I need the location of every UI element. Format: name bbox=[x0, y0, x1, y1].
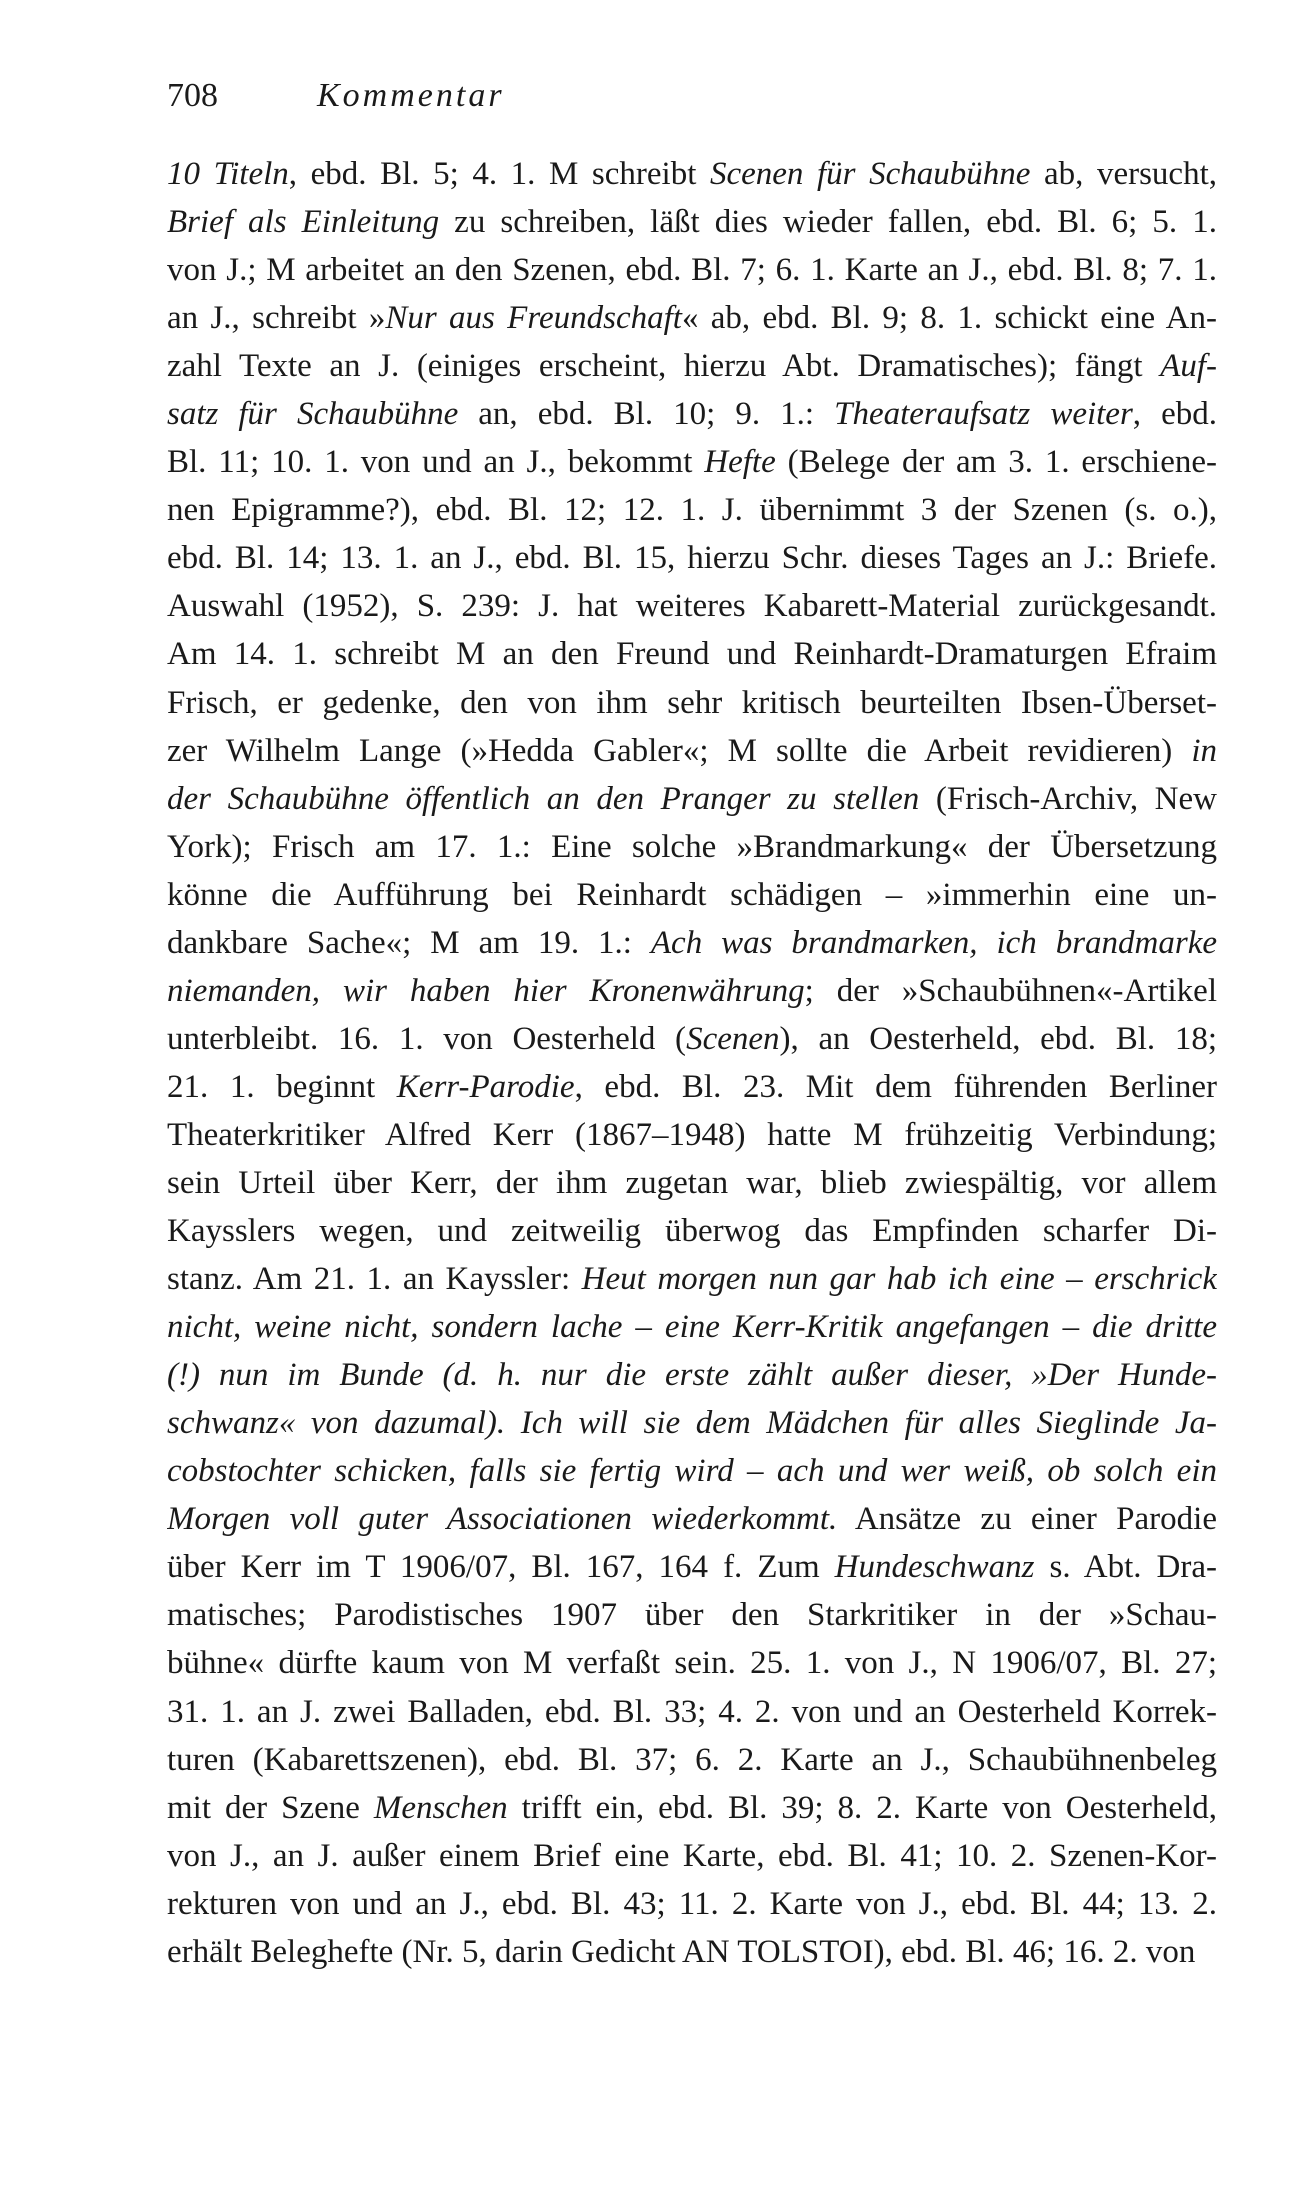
italic-run: Scenen für Schaubühne bbox=[709, 156, 1031, 192]
text-run: mit der Szene bbox=[167, 1789, 374, 1826]
text-line bbox=[167, 1351, 1217, 1399]
text-line bbox=[167, 1880, 1217, 1928]
italic-run: nicht, weine nicht, sondern lache – eine Kerr-Kritik angefangen – die dritte bbox=[167, 1309, 1217, 1346]
italic-run: Kerr-Parodie bbox=[396, 1068, 575, 1105]
italic-run: niemanden, wir haben hier Kronenwährung bbox=[167, 972, 805, 1009]
text-run: über Kerr im T 1906/07, Bl. 167, 164 f. Zum bbox=[167, 1549, 835, 1586]
text-line bbox=[167, 1159, 1217, 1207]
text-line bbox=[167, 1063, 1217, 1111]
text-line bbox=[167, 1303, 1217, 1351]
text-run: erhält Beleghefte (Nr. 5, darin Gedicht AN TOLSTOI), ebd. Bl. 46; 16. 2. von bbox=[167, 1933, 1196, 1970]
text-line bbox=[167, 630, 1217, 678]
text-run: an, ebd. Bl. 10; 9. 1.: bbox=[458, 396, 835, 433]
text-run: 31. 1. an J. zwei Balladen, ebd. Bl. 33; 4. 2. von und an Oesterheld Korrek- bbox=[167, 1693, 1217, 1730]
text-run: ), an Oesterheld, ebd. Bl. 18; bbox=[779, 1020, 1217, 1057]
text-run: könne die Aufführung bei Reinhardt schädigen – »immerhin eine un- bbox=[167, 876, 1217, 913]
text-run: (Frisch-Archiv, New bbox=[919, 780, 1217, 817]
text-run: von J.; M arbeitet an den Szenen, ebd. Bl. 7; 6. 1. Karte an J., ebd. Bl. 8; 7. 1. bbox=[167, 252, 1217, 289]
text-run: (Belege der am 3. 1. erschiene- bbox=[775, 444, 1217, 481]
italic-run: (!) nun im Bunde (d. h. nur die erste zählt außer dieser, »Der Hunde- bbox=[167, 1357, 1217, 1394]
text-line bbox=[167, 1928, 1217, 1976]
text-run: , ebd. bbox=[1132, 396, 1217, 433]
text-run: « ab, ebd. Bl. 9; 8. 1. schickt eine An- bbox=[681, 300, 1217, 337]
italic-run: Hundeschwanz bbox=[834, 1549, 1035, 1586]
italic-run: Ach was brandmarken, ich brandmarke bbox=[650, 924, 1217, 961]
text-run: bühne« dürfte kaum von M verfaßt sein. 25. 1. von J., N 1906/07, Bl. 27; bbox=[167, 1645, 1217, 1682]
text-line bbox=[167, 150, 1217, 198]
text-run: stanz. Am 21. 1. an Kayssler: bbox=[167, 1261, 582, 1298]
italic-run: Nur aus Freundschaft bbox=[385, 300, 682, 337]
text-run: zer Wilhelm Lange (»Hedda Gabler«; M sollte die Arbeit revidieren) bbox=[167, 732, 1192, 769]
text-run: , ebd. Bl. 23. Mit dem führenden Berliner bbox=[574, 1068, 1217, 1105]
text-run: sein Urteil über Kerr, der ihm zugetan war, blieb zwiespältig, vor allem bbox=[167, 1164, 1217, 1201]
text-line bbox=[167, 1399, 1217, 1447]
italic-run: Auf- bbox=[1160, 348, 1217, 385]
text-run: Theaterkritiker Alfred Kerr (1867–1948) hatte M frühzeitig Verbindung; bbox=[167, 1116, 1217, 1153]
text-run: Auswahl (1952), S. 239: J. hat weiteres Kabarett-Material zurückgesandt. bbox=[167, 588, 1217, 625]
commentary-body bbox=[167, 150, 1217, 1976]
text-line bbox=[167, 823, 1217, 871]
text-line bbox=[167, 582, 1217, 630]
text-line bbox=[167, 1832, 1217, 1880]
text-run: an J., schreibt » bbox=[167, 300, 386, 337]
text-run: ebd. Bl. 14; 13. 1. an J., ebd. Bl. 15, hierzu Schr. dieses Tages an J.: Briefe. bbox=[167, 540, 1217, 577]
text-line bbox=[167, 1688, 1217, 1736]
italic-run: schwanz« von dazumal). Ich will sie dem Mädchen für alles Sieglinde Ja- bbox=[167, 1405, 1217, 1442]
text-line bbox=[167, 246, 1217, 294]
text-run: Kaysslers wegen, und zeitweilig überwog das Empfinden scharfer Di- bbox=[167, 1213, 1217, 1250]
text-run: Am 14. 1. schreibt M an den Freund und Reinhardt-Dramaturgen Efraim bbox=[167, 636, 1217, 673]
text-line bbox=[167, 1591, 1217, 1639]
text-run: trifft ein, ebd. Bl. 39; 8. 2. Karte von Oesterheld, bbox=[507, 1789, 1217, 1826]
text-line bbox=[167, 967, 1217, 1015]
text-line bbox=[167, 1543, 1217, 1591]
text-run: , ebd. Bl. 5; 4. 1. M schreibt bbox=[288, 156, 710, 192]
text-line bbox=[167, 486, 1217, 534]
text-run: turen (Kabarettszenen), ebd. Bl. 37; 6. 2. Karte an J., Schaubühnenbeleg bbox=[167, 1741, 1217, 1778]
text-run: von J., an J. außer einem Brief eine Karte, ebd. Bl. 41; 10. 2. Szenen-Kor- bbox=[167, 1837, 1217, 1874]
text-line bbox=[167, 1784, 1217, 1832]
text-line bbox=[167, 198, 1217, 246]
text-run: ab, versucht, bbox=[1030, 156, 1217, 192]
text-line bbox=[167, 1736, 1217, 1784]
text-line bbox=[167, 727, 1217, 775]
italic-run: cobstochter schicken, falls sie fertig wird – ach und wer weiß, ob solch ein bbox=[167, 1453, 1217, 1490]
text-run: Bl. 11; 10. 1. von und an J., bekommt bbox=[167, 444, 705, 481]
text-run: Frisch, er gedenke, den von ihm sehr kritisch beurteilten Ibsen-Überset- bbox=[167, 684, 1217, 721]
text-line bbox=[167, 1255, 1217, 1303]
italic-run: in bbox=[1191, 732, 1217, 769]
italic-run: 10 Titeln bbox=[167, 156, 289, 192]
italic-run: Brief als Einleitung bbox=[167, 204, 440, 241]
running-title: Kommentar bbox=[317, 77, 505, 114]
page-number: 708 bbox=[167, 77, 218, 114]
text-run: dankbare Sache«; M am 19. 1.: bbox=[167, 924, 651, 961]
italic-run: Theateraufsatz weiter bbox=[834, 396, 1133, 433]
text-line bbox=[167, 871, 1217, 919]
text-run: zahl Texte an J. (einiges erscheint, hierzu Abt. Dramatisches); fängt bbox=[167, 348, 1161, 385]
text-line bbox=[167, 1111, 1217, 1159]
text-line bbox=[167, 919, 1217, 967]
text-run: 21. 1. beginnt bbox=[167, 1068, 397, 1105]
text-line bbox=[167, 342, 1217, 390]
italic-run: satz für Schaubühne bbox=[167, 396, 459, 433]
text-run: matisches; Parodistisches 1907 über den Starkritiker in der »Schau- bbox=[167, 1597, 1217, 1634]
text-run: rekturen von und an J., ebd. Bl. 43; 11. 2. Karte von J., ebd. Bl. 44; 13. 2. bbox=[167, 1885, 1217, 1922]
italic-run: Hefte bbox=[704, 444, 776, 481]
running-head bbox=[167, 66, 1227, 126]
text-run: zu schreiben, läßt dies wieder fallen, ebd. Bl. 6; 5. 1. bbox=[439, 204, 1217, 241]
italic-run: Heut morgen nun gar hab ich eine – erschrick bbox=[581, 1261, 1217, 1298]
text-run: ; der »Schaubühnen«-Artikel bbox=[804, 972, 1217, 1009]
italic-run: der Schaubühne öffentlich an den Pranger zu stellen bbox=[167, 780, 920, 817]
italic-run: Morgen voll guter Associationen wiederkommt. bbox=[167, 1501, 838, 1538]
text-line bbox=[167, 1015, 1217, 1063]
text-run: unterbleibt. 16. 1. von Oesterheld ( bbox=[167, 1020, 687, 1057]
text-run: s. Abt. Dra- bbox=[1034, 1549, 1217, 1586]
text-line bbox=[167, 1495, 1217, 1543]
italic-run: Scenen bbox=[686, 1020, 780, 1057]
text-line bbox=[167, 1207, 1217, 1255]
text-line bbox=[167, 438, 1217, 486]
text-line bbox=[167, 390, 1217, 438]
text-line bbox=[167, 294, 1217, 342]
text-line bbox=[167, 775, 1217, 823]
text-line bbox=[167, 1639, 1217, 1687]
text-run: Ansätze zu einer Parodie bbox=[837, 1501, 1217, 1538]
text-line bbox=[167, 679, 1217, 727]
text-line bbox=[167, 534, 1217, 582]
text-line bbox=[167, 1447, 1217, 1495]
text-run: York); Frisch am 17. 1.: Eine solche »Brandmarkung« der Übersetzung bbox=[167, 828, 1217, 865]
text-run: nen Epigramme?), ebd. Bl. 12; 12. 1. J. übernimmt 3 der Szenen (s. o.), bbox=[167, 492, 1217, 529]
italic-run: Menschen bbox=[373, 1789, 508, 1826]
